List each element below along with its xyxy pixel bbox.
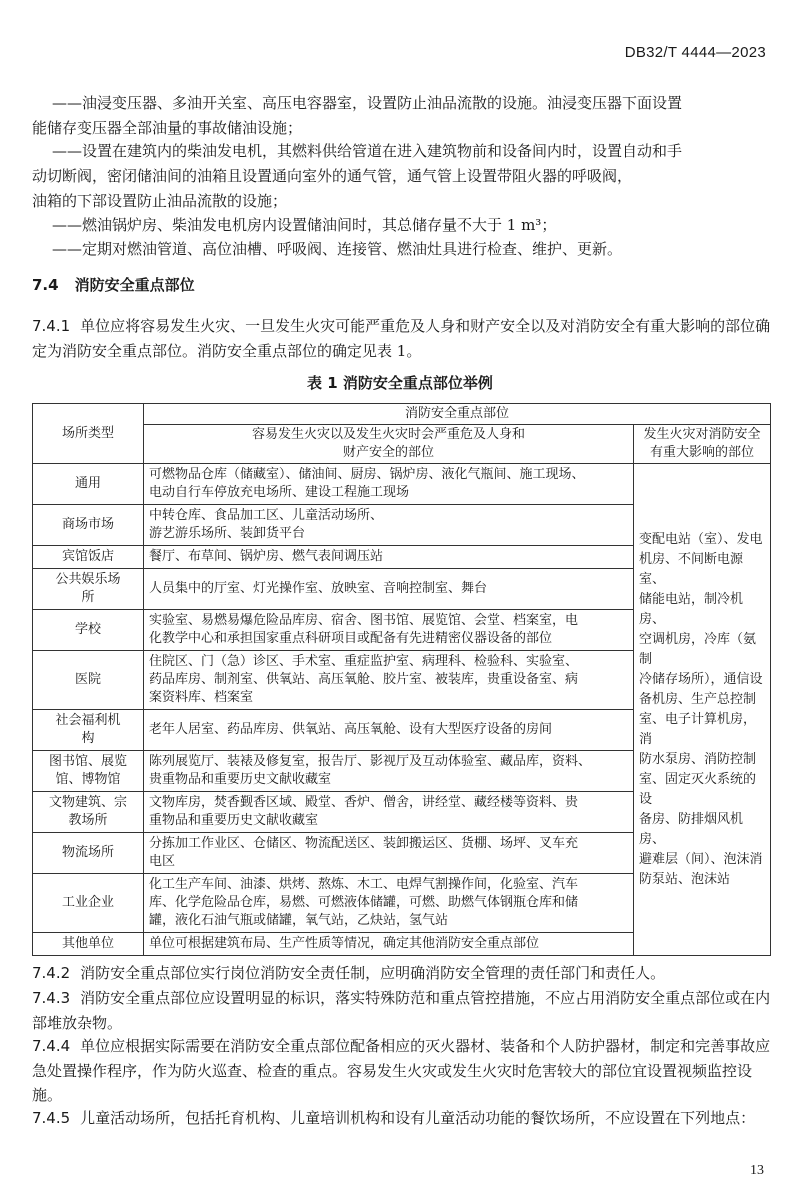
cell-text: 罐，液化石油气瓶或储罐，氧气站，乙炔站，氢气站 [149,913,449,928]
page-number: 13 [750,1163,764,1178]
table-header-row [33,404,771,425]
cell-type [33,792,144,833]
cell-text: 机房、不间断电源室、 [639,551,744,587]
cell-desc [144,505,634,546]
dash-item-inspection [52,237,770,262]
cell-text: 电区 [149,854,176,869]
clause-7-4-1 [32,314,772,363]
cell-text: 文物库房，焚香觐香区域、殿堂、香炉、僧舍，讲经堂、藏经楼等资料、贵 [149,795,579,810]
document-code: DB32/T 4444—2023 [624,44,766,61]
cell-text: 老年人居室、药品库房、供氧站、高压氧舱、设有大型医疗设备的房间 [149,722,553,737]
cell-text: 避难层（间）、泡沫消 [639,851,763,867]
table-title: 表 1 消防安全重点部位举例 [307,374,493,392]
clause-number: 7.4.1 [32,317,71,335]
cell-text: 馆、博物馆 [55,772,121,787]
header-place-type [33,404,144,464]
clause-text: 消防安全重点部位实行岗位消防安全责任制，应明确消防安全管理的责任部门和责任人。 [80,964,666,982]
section-heading [32,274,195,295]
cell-type [33,651,144,710]
cell-text: 防泵站、泡沫站 [639,871,731,887]
cell-desc [144,569,634,610]
cell-text: 贵重物品和重要历史文献收藏室 [149,772,332,787]
clause-7-4-5 [32,1106,772,1131]
cell-text: 室、电子计算机房，消 [639,711,757,747]
section-title: 消防安全重点部位 [74,276,195,294]
cell-text: 药品库房、制剂室、供氧站、高压氧舱、胶片室、被装库，贵重设备室、病 [149,672,579,687]
clause-text: 消防安全重点部位应设置明显的标识，落实特殊防范和重点管控措施，不应占用消防安全重点部位或在内部堆放杂物。 [32,989,771,1032]
header-easy-fire [144,425,634,464]
cell-text: 空调机房，冷库（氨制 [639,631,757,667]
dash-item-oil-transformer [32,91,770,141]
cell-text: 化工生产车间、油漆、烘烤、熬炼、木工、电焊气割操作间，化验室、汽车 [149,877,579,892]
cell-desc [144,933,634,956]
cell-desc [144,751,634,792]
cell-text: 室、固定灭火系统的设 [639,771,757,807]
clause-number: 7.4.2 [32,964,71,982]
table-row [33,464,771,505]
cell-type [33,546,144,569]
header-text: 发生火灾对消防安全 [643,427,761,442]
cell-desc [144,546,634,569]
cell-type [33,874,144,933]
cell-type [33,833,144,874]
cell-text: 图书馆、展览 [48,754,127,769]
cell-text: 游艺游乐场所、装卸货平台 [149,526,306,541]
cell-text: 商场市场 [61,517,114,532]
cell-text: 医院 [74,672,101,687]
cell-text: 陈列展览厅、装裱及修复室，报告厅、影视厅及互动体验室、藏品库，资料、 [149,754,592,769]
cell-text: 备房、防排烟风机房、 [639,811,744,847]
cell-text: 餐厅、布草间、锅炉房、燃气表间调压站 [149,549,384,564]
cell-desc [144,610,634,651]
cell-text: 物流场所 [61,845,114,860]
cell-text: 所 [81,590,95,605]
cell-desc [144,651,634,710]
dash-line: 能储存变压器全部油量的事故储油设施； [32,119,303,137]
cell-type [33,933,144,956]
dash-item-oil-storage [52,213,770,238]
cell-text: 库、化学危险品仓库，易燃、可燃液体储罐，可燃、助燃气体钢瓶仓库和储 [149,895,579,910]
cell-desc [144,710,634,751]
header-major-impact [634,425,771,464]
header-text: 场所类型 [61,425,114,441]
header-text: 容易发生火灾以及发生火灾时会严重危及人身和 [251,427,525,442]
dash-line: 油箱的下部设置防止油品流散的设施； [32,192,288,210]
cell-text: 宾馆饭店 [61,549,114,564]
cell-text: 化教学中心和承担国家重点科研项目或配备有先进精密仪器设备的部位 [149,631,553,646]
clause-7-4-3 [32,986,772,1035]
cell-text: 构 [81,731,95,746]
clause-text: 单位应将容易发生火灾、一旦发生火灾可能严重危及人身和财产安全以及对消防安全有重大影响的部位确定为消防安全重点部位。消防安全重点部位的确定见表 1。 [32,317,771,360]
cell-text: 学校 [74,622,101,637]
cell-text: 重物品和重要历史文献收藏室 [149,813,319,828]
cell-text: 单位可根据建筑布局、生产性质等情况，确定其他消防安全重点部位 [149,936,540,951]
cell-text: 可燃物品仓库（储藏室）、储油间、厨房、锅炉房、液化气瓶间、施工现场、 [149,467,585,482]
cell-text: 社会福利机 [55,713,121,728]
dash-line: ——设置在建筑内的柴油发电机，其燃料供给管道在进入建筑物前和设备间内时，设置自动和手 [52,142,683,160]
cell-text: 通用 [74,476,101,491]
cell-text: 工业企业 [61,895,114,910]
header-text: 有重大影响的部位 [649,445,754,460]
cell-text: 公共娱乐场 [55,572,121,587]
cell-text: 其他单位 [61,936,114,951]
clause-text: 儿童活动场所，包括托育机构、儿童培训机构和设有儿童活动功能的餐饮场所，不应设置在下列地点： [80,1109,756,1127]
clause-7-4-4 [32,1034,772,1108]
cell-text: 人员集中的厅室、灯光操作室、放映室、音响控制室、舞台 [149,581,488,596]
cell-major-parts [634,464,771,956]
clause-number: 7.4.3 [32,989,71,1007]
cell-desc [144,792,634,833]
clause-number: 7.4.5 [32,1109,71,1127]
dash-line: ——燃油锅炉房、柴油发电机房内设置储油间时，其总储存量不大于 1 m³； [52,216,557,234]
section-number: 7.4 [32,276,59,294]
cell-text: 教场所 [68,813,108,828]
cell-type [33,751,144,792]
cell-text: 备机房、生产总控制 [639,691,757,707]
dash-line: ——定期对燃油管道、高位油槽、呼吸阀、连接管、燃油灶具进行检查、维护、更新。 [52,240,623,258]
cell-text: 分拣加工作业区、仓储区、物流配送区、装卸搬运区、货棚、场坪、叉车充 [149,836,579,851]
table-subheader-row [33,425,771,464]
cell-text: 防水泵房、消防控制 [639,751,757,767]
cell-text: 冷储存场所），通信设 [639,671,763,687]
cell-type [33,569,144,610]
cell-type [33,710,144,751]
clause-7-4-2 [32,961,772,986]
cell-text: 住院区、门（急）诊区、手术室、重症监护室、病理科、检验科、实验室、 [149,654,579,669]
cell-type [33,610,144,651]
cell-text: 储能电站，制冷机房、 [639,591,744,627]
cell-text: 文物建筑、宗 [48,795,127,810]
cell-desc [144,464,634,505]
cell-text: 实验室、易燃易爆危险品库房、宿舍、图书馆、展览馆、会堂、档案室，电 [149,613,579,628]
cell-text: 中转仓库、食品加工区、儿童活动场所、 [149,508,384,523]
header-group [144,404,771,425]
clause-number: 7.4.4 [32,1037,71,1055]
clause-text: 单位应根据实际需要在消防安全重点部位配备相应的灭火器材、装备和个人防护器材，制定和完善事故应急处置操作程序，作为防火巡查、检查的重点。容易发生火灾或发生火灾时危害较大的部位宜设置视频监控设施。 [32,1037,771,1104]
header-text: 财产安全的部位 [342,445,434,460]
dash-line: 动切断阀，密闭储油间的油箱且设置通向室外的通气管，通气管上设置带阻火器的呼吸阀， [32,167,633,185]
dash-line: ——油浸变压器、多油开关室、高压电容器室，设置防止油品流散的设施。油浸变压器下面设置 [52,94,683,112]
cell-type [33,505,144,546]
cell-text: 案资料库、档案室 [149,690,254,705]
key-parts-table [32,403,771,956]
header-text: 消防安全重点部位 [404,406,509,421]
cell-text: 变配电站（室）、发电 [639,531,763,547]
dash-item-diesel-generator [32,139,770,214]
cell-desc [144,833,634,874]
cell-desc [144,874,634,933]
cell-type [33,464,144,505]
cell-text: 电动自行车停放充电场所、建设工程施工现场 [149,485,410,500]
